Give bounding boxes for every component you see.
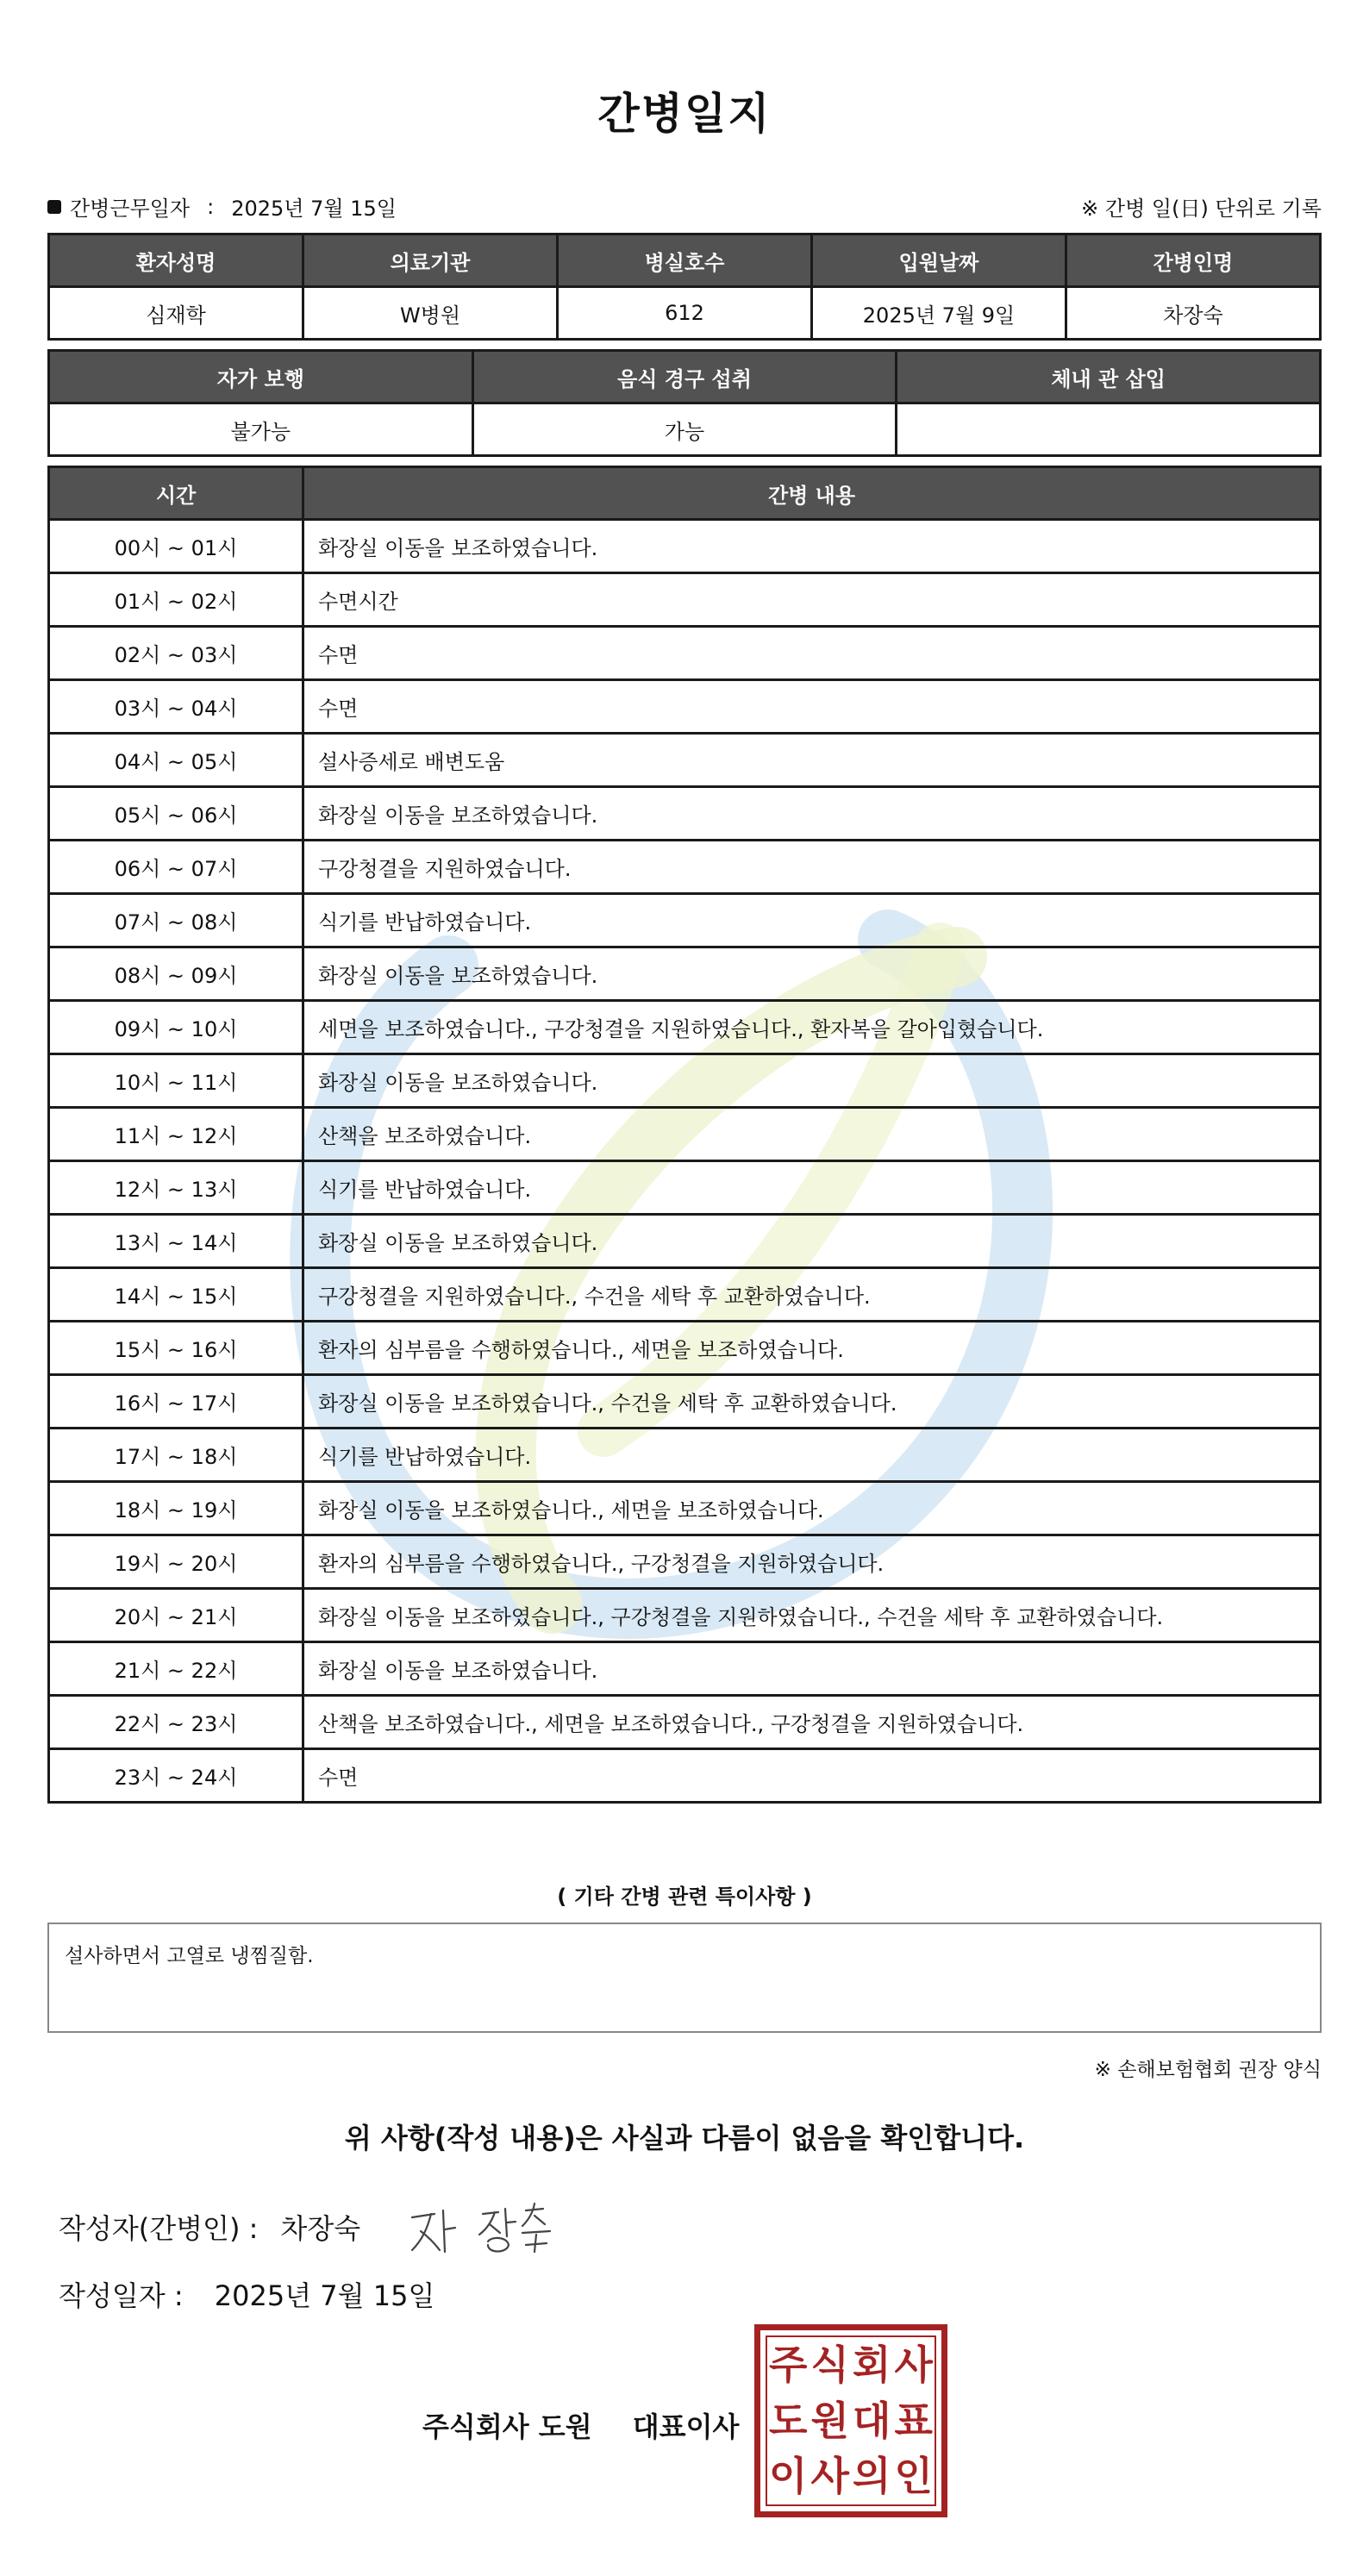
time-cell: 08시 ~ 09시 [49, 947, 303, 1001]
write-date-line [59, 2274, 434, 2314]
content-cell: 식기를 반납하였습니다. [303, 1161, 1321, 1215]
content-cell: 화장실 이동을 보조하였습니다. [303, 947, 1321, 1001]
time-cell: 11시 ~ 12시 [49, 1108, 303, 1161]
schedule-header-row [49, 467, 1321, 520]
patient-value-row [49, 287, 1321, 340]
time-cell: 06시 ~ 07시 [49, 841, 303, 894]
header-caregiver: 간병인명 [1066, 234, 1321, 287]
header-tube-insertion: 체내 관 삽입 [897, 351, 1321, 403]
schedule-row [49, 1696, 1321, 1749]
schedule-row [49, 1642, 1321, 1696]
content-cell: 산책을 보조하였습니다., 세면을 보조하였습니다., 구강청결을 지원하였습니다. [303, 1696, 1321, 1749]
patient-info-table [47, 233, 1322, 341]
time-cell: 09시 ~ 10시 [49, 1001, 303, 1054]
schedule-row [49, 1322, 1321, 1375]
company-name: 주식회사 도원 [422, 2410, 592, 2443]
time-cell: 01시 ~ 02시 [49, 573, 303, 627]
time-cell: 13시 ~ 14시 [49, 1215, 303, 1268]
self-walking-value: 불가능 [49, 403, 473, 456]
content-cell: 수면 [303, 1749, 1321, 1803]
content-cell: 식기를 반납하였습니다. [303, 1429, 1321, 1482]
time-cell: 15시 ~ 16시 [49, 1322, 303, 1375]
work-date [47, 191, 397, 222]
work-date-label: 간병근무일자 [70, 197, 191, 221]
schedule-row [49, 1268, 1321, 1322]
content-cell: 식기를 반납하였습니다. [303, 894, 1321, 947]
schedule-row [49, 1108, 1321, 1161]
content-cell: 산책을 보조하였습니다. [303, 1108, 1321, 1161]
schedule-row [49, 1749, 1321, 1803]
content-cell: 수면 [303, 680, 1321, 734]
time-cell: 12시 ~ 13시 [49, 1161, 303, 1215]
time-cell: 10시 ~ 11시 [49, 1054, 303, 1108]
company-ceo-title: 대표이사 [632, 2410, 740, 2443]
content-cell: 화장실 이동을 보조하였습니다., 수건을 세탁 후 교환하였습니다. [303, 1375, 1321, 1429]
schedule-row [49, 1535, 1321, 1589]
schedule-row [49, 787, 1321, 841]
content-cell: 수면시간 [303, 573, 1321, 627]
content-cell: 구강청결을 지원하였습니다. [303, 841, 1321, 894]
write-date-value: 2025년 7월 15일 [214, 2279, 435, 2312]
status-header-row [49, 351, 1321, 403]
schedule-row [49, 1429, 1321, 1482]
seal-inner-border [766, 2335, 936, 2506]
time-cell: 20시 ~ 21시 [49, 1589, 303, 1642]
time-cell: 21시 ~ 22시 [49, 1642, 303, 1696]
room-number: 612 [558, 287, 812, 340]
time-cell: 14시 ~ 15시 [49, 1268, 303, 1322]
company-line [422, 2405, 739, 2445]
schedule-row [49, 520, 1321, 573]
writer-label: 작성자(간병인) : [59, 2212, 259, 2245]
schedule-row [49, 1001, 1321, 1054]
oral-intake-value: 가능 [472, 403, 897, 456]
content-cell: 화장실 이동을 보조하였습니다. [303, 520, 1321, 573]
schedule-row [49, 894, 1321, 947]
status-value-row [49, 403, 1321, 456]
form-note: ※ 손해보험협회 권장 양식 [1094, 2059, 1322, 2081]
notes-title: ( 기타 간병 관련 특이사항 ) [557, 1885, 812, 1909]
schedule-row [49, 1589, 1321, 1642]
care-schedule-table [47, 466, 1322, 1804]
seal-row: 주 식 회 사 [769, 2342, 933, 2389]
time-cell: 00시 ~ 01시 [49, 520, 303, 573]
writer-name: 차장숙 [280, 2212, 361, 2245]
seal-row: 이 사 의 인 [769, 2453, 933, 2500]
patient-status-table [47, 349, 1322, 457]
schedule-row [49, 1054, 1321, 1108]
header-room: 병실호수 [558, 234, 812, 287]
writer-line [59, 2207, 360, 2247]
time-cell: 05시 ~ 06시 [49, 787, 303, 841]
time-cell: 07시 ~ 08시 [49, 894, 303, 947]
content-cell: 화장실 이동을 보조하였습니다., 세면을 보조하였습니다. [303, 1482, 1321, 1535]
header-patient-name: 환자성명 [49, 234, 303, 287]
content-cell: 화장실 이동을 보조하였습니다. [303, 787, 1321, 841]
time-cell: 23시 ~ 24시 [49, 1749, 303, 1803]
content-cell: 환자의 심부름을 수행하였습니다., 구강청결을 지원하였습니다. [303, 1535, 1321, 1589]
confirmation-statement: 위 사항(작성 내용)은 사실과 다름이 없음을 확인합니다. [344, 2122, 1025, 2154]
time-cell: 18시 ~ 19시 [49, 1482, 303, 1535]
unit-note: ※ 간병 일(日) 단위로 기록 [1081, 197, 1322, 221]
content-cell: 화장실 이동을 보조하였습니다. [303, 1215, 1321, 1268]
handwritten-signature [405, 2198, 560, 2259]
hospital-name: W병원 [303, 287, 558, 340]
seal-row: 도 원 대 표 [769, 2397, 933, 2444]
patient-header-row [49, 234, 1321, 287]
patient-name: 심재학 [49, 287, 303, 340]
header-care-content: 간병 내용 [303, 467, 1321, 520]
content-cell: 설사증세로 배변도움 [303, 734, 1321, 787]
content-cell: 화장실 이동을 보조하였습니다. [303, 1642, 1321, 1696]
schedule-row [49, 841, 1321, 894]
work-date-value: 2025년 7월 15일 [231, 197, 397, 221]
company-seal [754, 2324, 947, 2517]
admission-date: 2025년 7월 9일 [812, 287, 1066, 340]
time-cell: 02시 ~ 03시 [49, 627, 303, 680]
content-cell: 수면 [303, 627, 1321, 680]
notes-box [47, 1923, 1322, 2033]
time-cell: 19시 ~ 20시 [49, 1535, 303, 1589]
header-oral-intake: 음식 경구 섭취 [472, 351, 897, 403]
header-self-walking: 자가 보행 [49, 351, 473, 403]
schedule-row [49, 1161, 1321, 1215]
schedule-row [49, 1375, 1321, 1429]
notes-text: 설사하면서 고열로 냉찜질함. [65, 1945, 314, 1967]
header-admission-date: 입원날짜 [812, 234, 1066, 287]
tube-insertion-value [897, 403, 1321, 456]
time-cell: 17시 ~ 18시 [49, 1429, 303, 1482]
time-cell: 04시 ~ 05시 [49, 734, 303, 787]
time-cell: 22시 ~ 23시 [49, 1696, 303, 1749]
time-cell: 16시 ~ 17시 [49, 1375, 303, 1429]
schedule-row [49, 627, 1321, 680]
content-cell: 세면을 보조하였습니다., 구강청결을 지원하였습니다., 환자복을 갈아입혔습니다. [303, 1001, 1321, 1054]
header-time: 시간 [49, 467, 303, 520]
content-cell: 구강청결을 지원하였습니다., 수건을 세탁 후 교환하였습니다. [303, 1268, 1321, 1322]
content-cell: 화장실 이동을 보조하였습니다., 구강청결을 지원하였습니다., 수건을 세탁 후 교환하였습니다. [303, 1589, 1321, 1642]
content-cell: 환자의 심부름을 수행하였습니다., 세면을 보조하였습니다. [303, 1322, 1321, 1375]
schedule-row [49, 947, 1321, 1001]
content-cell: 화장실 이동을 보조하였습니다. [303, 1054, 1321, 1108]
square-bullet-icon [47, 200, 61, 214]
work-date-separator: : [207, 194, 215, 219]
schedule-row [49, 1215, 1321, 1268]
caregiver-name: 차장숙 [1066, 287, 1321, 340]
write-date-label: 작성일자 : [59, 2279, 184, 2312]
time-cell: 03시 ~ 04시 [49, 680, 303, 734]
schedule-row [49, 680, 1321, 734]
schedule-row [49, 573, 1321, 627]
page-title: 간병일지 [597, 89, 772, 139]
schedule-row [49, 734, 1321, 787]
schedule-row [49, 1482, 1321, 1535]
header-hospital: 의료기관 [303, 234, 558, 287]
